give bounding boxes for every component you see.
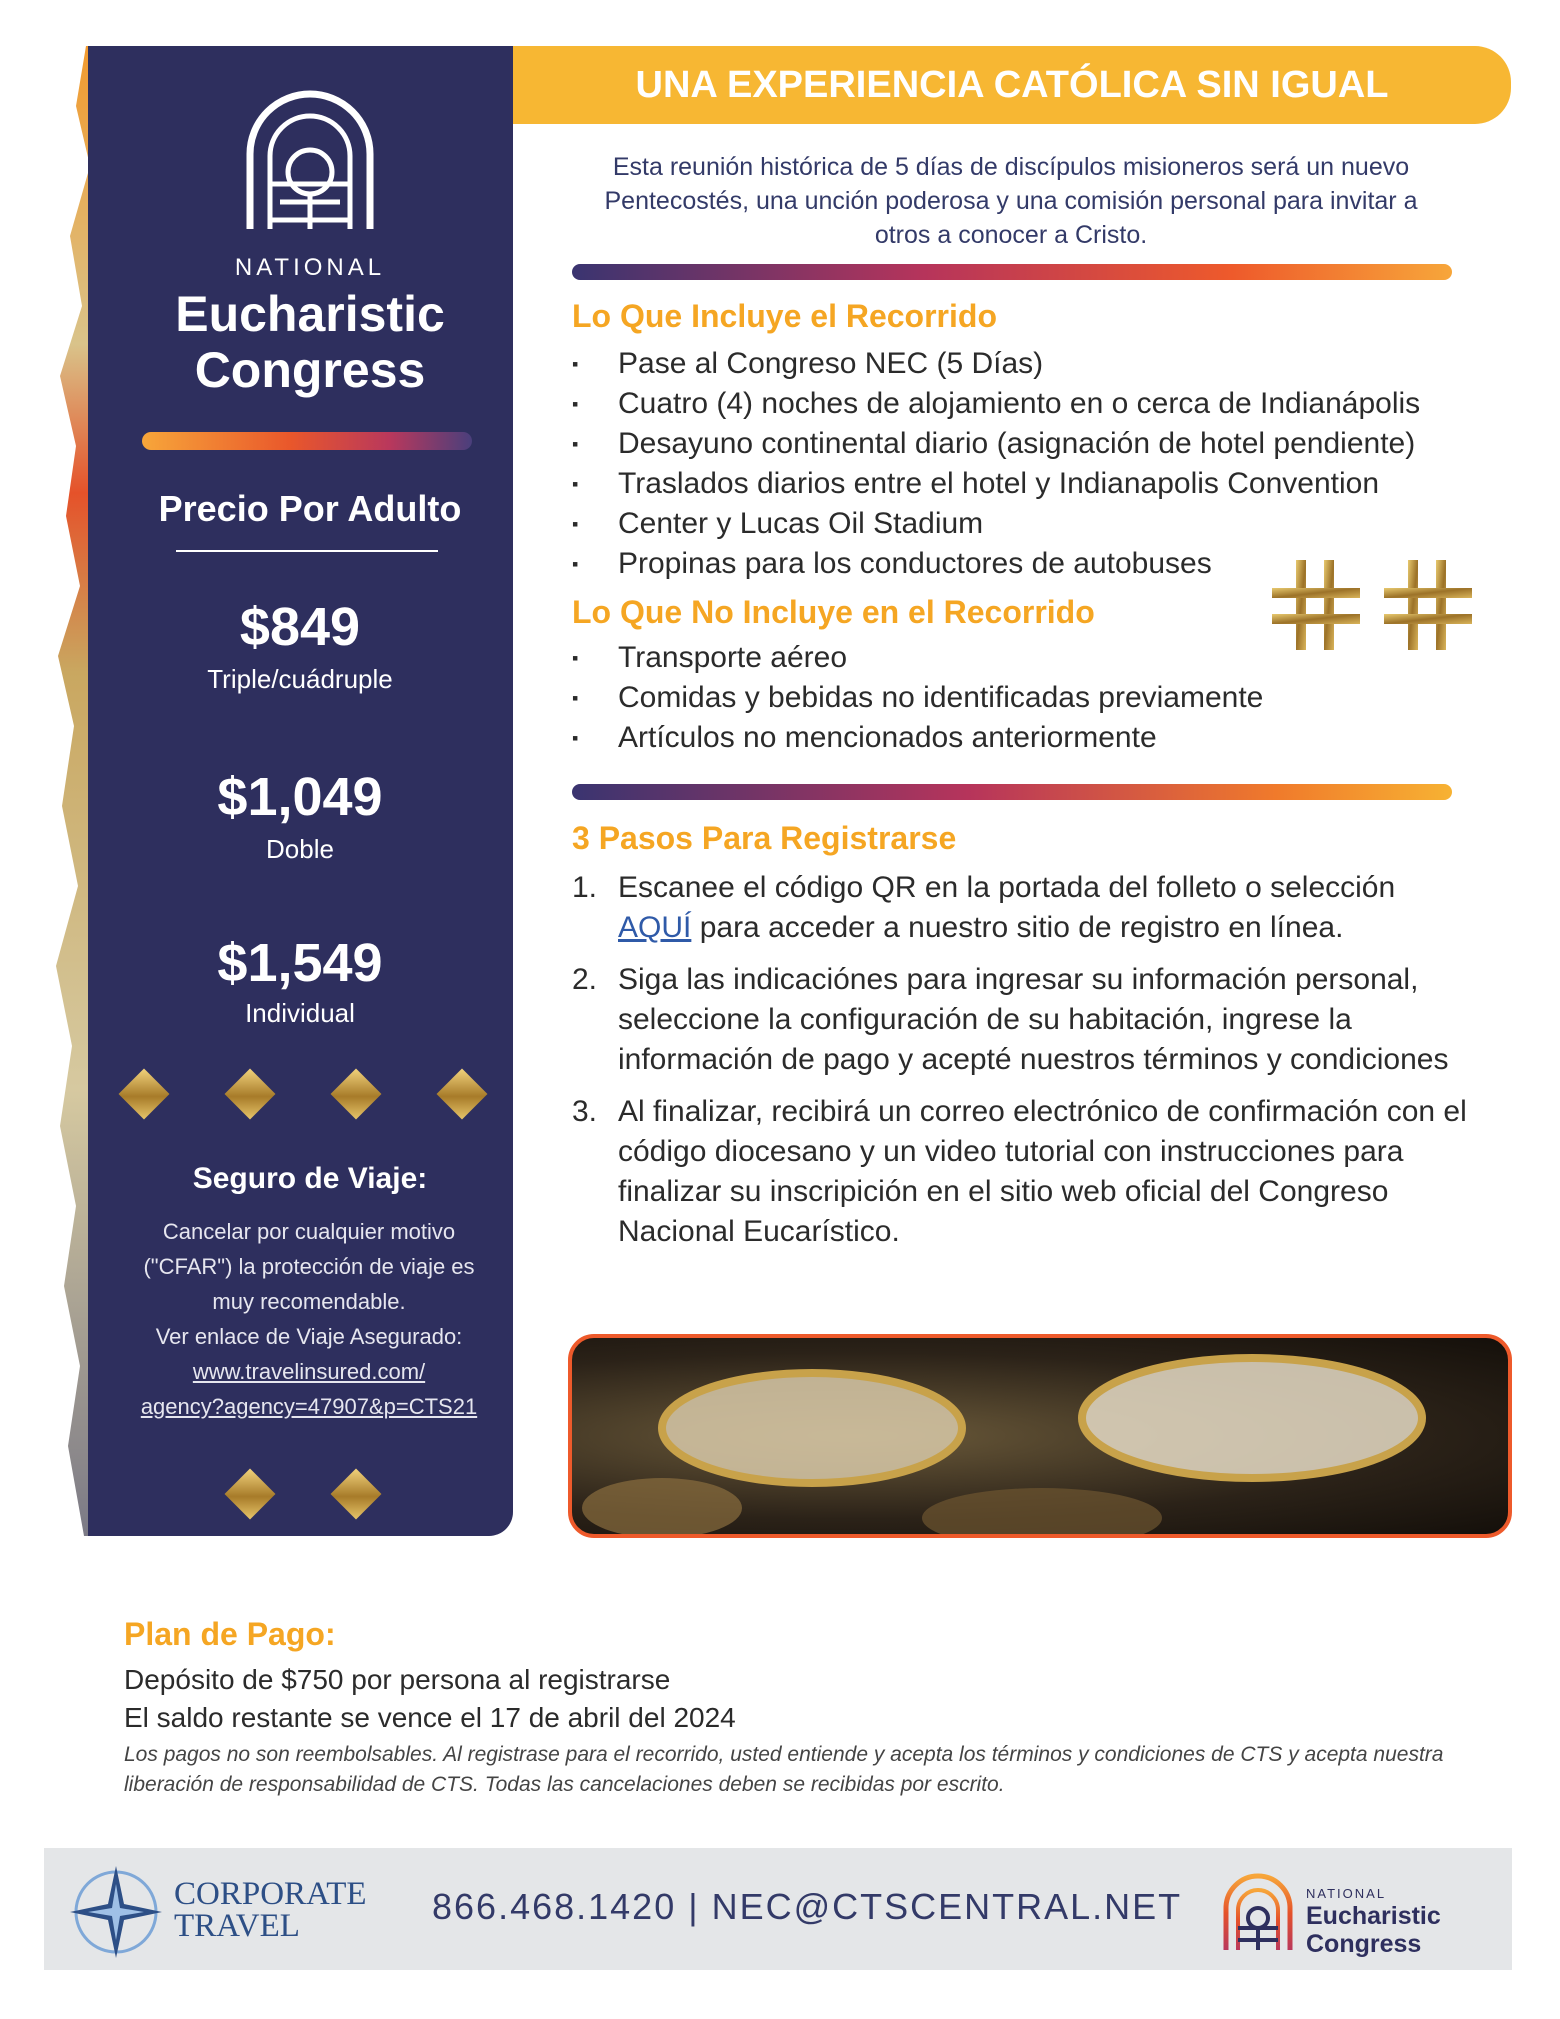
- insurance-link[interactable]: www.travelinsured.com/: [192, 1359, 426, 1384]
- list-item: ▪ Pase al Congreso NEC (5 Días): [572, 344, 1420, 384]
- list-item: ▪ Desayuno continental diario (asignación de hotel pendiente): [572, 424, 1420, 464]
- insurance-line: muy recomendable.: [212, 1289, 406, 1314]
- intro-line: otros a conocer a Cristo.: [874, 221, 1148, 249]
- step-number: 1.: [572, 871, 598, 904]
- excludes-list: [572, 638, 1263, 758]
- price-double-label: Doble: [266, 834, 334, 864]
- logo-national-label: NATIONAL: [234, 254, 386, 281]
- nec-arch-logo: [240, 84, 380, 234]
- company-name-line2: TRAVEL: [174, 1908, 300, 1944]
- list-item: ▪ Traslados diarios entre el hotel y Indianapolis Convention: [572, 464, 1420, 504]
- price-single-amount: $1,549: [217, 933, 383, 993]
- footer-bar: [44, 1848, 1512, 1970]
- step-text: Escanee el código QR en la portada del folleto o selección: [618, 871, 1396, 904]
- footer-logo-national: NATIONAL: [1306, 1886, 1387, 1901]
- eucharist-hosts-photo: [568, 1334, 1512, 1538]
- price-triple-label: Triple/cuádruple: [207, 664, 393, 694]
- gold-crosses-icon: [1272, 560, 1482, 650]
- price-heading: Precio Por Adulto: [158, 488, 462, 529]
- registration-link[interactable]: AQUÍ: [618, 911, 692, 944]
- includes-heading: Lo Que Incluye el Recorrido: [572, 298, 997, 334]
- price-double-amount: $1,049: [217, 767, 383, 827]
- logo-name-line2: Congress: [194, 342, 426, 398]
- intro-line: Esta reunión histórica de 5 días de discípulos misioneros será un nuevo: [612, 153, 1410, 181]
- intro-line: Pentecostés, una unción poderosa y una comisión personal para invitar a: [604, 187, 1418, 215]
- gradient-divider: [572, 784, 1452, 800]
- list-item: ▪ Artículos no mencionados anteriormente: [572, 718, 1263, 758]
- step-text: Al finalizar, recibirá un correo electrónico de confirmación con el código diocesano y un video tutorial con instrucciones para finalizar su inscripición en el sitio web oficial del Congreso Nacional Eucarístico.: [618, 1095, 1467, 1248]
- contact-info: 866.468.1420 | NEC@CTSCENTRAL.NET: [432, 1886, 1183, 1927]
- step-item: [572, 960, 1512, 1080]
- insurance-line: ("CFAR") la protección de viaje es: [143, 1254, 475, 1279]
- photo-illustration: [572, 1338, 1508, 1534]
- step-text-cont: para acceder a nuestro sitio de registro en línea.: [691, 911, 1344, 944]
- logo-name: [120, 286, 500, 398]
- payment-line: Depósito de $750 por persona al registrarse: [124, 1664, 671, 1695]
- includes-list: [572, 344, 1420, 584]
- list-item: ▪ Transporte aéreo: [572, 638, 1263, 678]
- list-item-cont: ▪ Center y Lucas Oil Stadium: [572, 504, 1420, 544]
- banner-title: UNA EXPERIENCIA CATÓLICA SIN IGUAL: [635, 63, 1389, 106]
- company-name: [174, 1878, 367, 1942]
- step-number: 3.: [572, 1095, 598, 1128]
- payment-line: El saldo restante se vence el 17 de abril del 2024: [124, 1702, 736, 1733]
- insurance-title: Seguro de Viaje:: [192, 1162, 428, 1195]
- nec-arch-logo-color: [1220, 1868, 1296, 1952]
- steps-list: [572, 868, 1512, 1264]
- sidebar-gradient-divider: [142, 432, 472, 450]
- payment-note: Los pagos no son reembolsables. Al registrase para el recorrido, usted entiende y acepta los términos y condiciones de CTS y acepta nuestra liberación de responsabilidad de CTS. Todas las cancelaciones deben se recibidas por escrito.: [124, 1743, 1444, 1796]
- insurance-line: Ver enlace de Viaje Asegurado:: [155, 1324, 463, 1349]
- list-item: ▪ Comidas y bebidas no identificadas previamente: [572, 678, 1263, 718]
- price-single-label: Individual: [245, 998, 355, 1028]
- list-item: ▪ Propinas para los conductores de autobuses: [572, 544, 1420, 584]
- insurance-link-cont[interactable]: agency?agency=47907&p=CTS21: [140, 1394, 478, 1419]
- step-text: Siga las indicaciónes para ingresar su información personal, seleccione la configuración de su habitación, ingrese la información de pago y acepté nuestros términos y condiciones: [618, 963, 1449, 1076]
- excludes-heading: Lo Que No Incluye en el Recorrido: [572, 594, 1095, 630]
- insurance-line: Cancelar por cualquier motivo: [162, 1219, 456, 1244]
- payment-heading: Plan de Pago:: [124, 1616, 336, 1652]
- footer-logo-name: [1306, 1902, 1441, 1958]
- compass-star-icon: [68, 1864, 164, 1960]
- price-heading-underline: [176, 550, 438, 552]
- step-item: [572, 1092, 1512, 1252]
- step-item: [572, 868, 1512, 948]
- logo-name-line1: Eucharistic: [175, 286, 445, 342]
- intro-text: [556, 150, 1466, 252]
- steps-heading: 3 Pasos Para Registrarse: [572, 820, 957, 856]
- gradient-divider: [572, 264, 1452, 280]
- insurance-text: [114, 1214, 504, 1424]
- footer-logo-line2: Congress: [1306, 1930, 1422, 1958]
- price-triple-amount: $849: [239, 597, 361, 657]
- step-number: 2.: [572, 963, 598, 996]
- footer-logo-line1: Eucharistic: [1306, 1902, 1441, 1930]
- header-banner: [513, 46, 1511, 124]
- list-item: ▪ Cuatro (4) noches de alojamiento en o cerca de Indianápolis: [572, 384, 1420, 424]
- company-name-line1: CORPORATE: [174, 1876, 367, 1912]
